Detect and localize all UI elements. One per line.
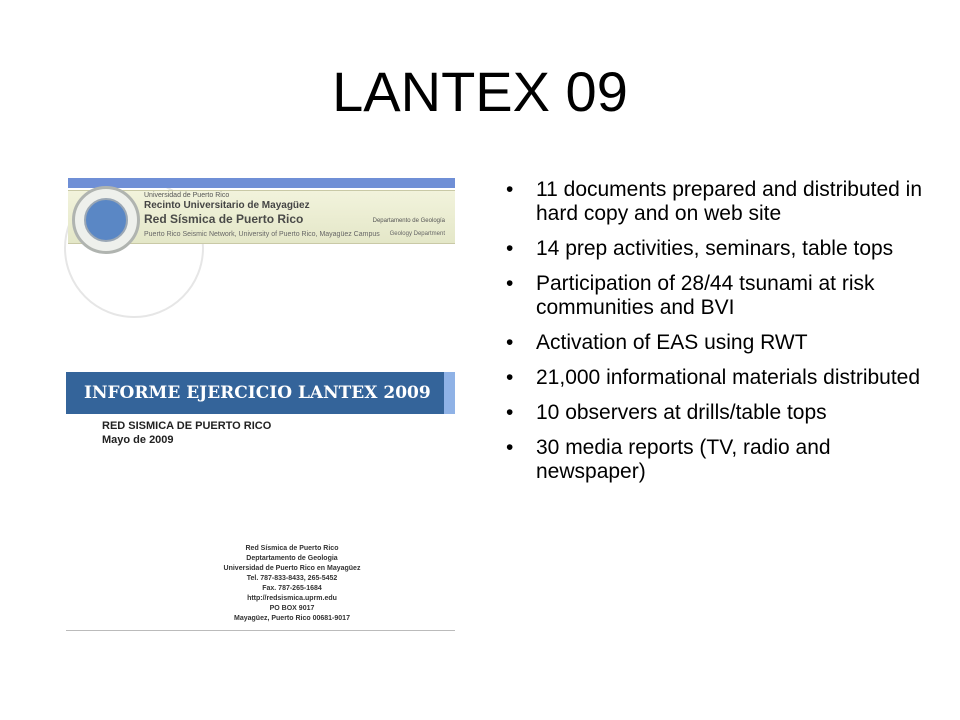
address-line: Red Sísmica de Puerto Rico bbox=[245, 545, 339, 552]
bullet-icon: • bbox=[506, 178, 514, 201]
address-line: Fax. 787-265-1684 bbox=[262, 585, 322, 592]
bullet-text: Participation of 28/44 tsunami at risk communities and BVI bbox=[536, 272, 875, 319]
letterhead-university: Universidad de Puerto Rico bbox=[144, 192, 230, 199]
letterhead-campus: Recinto Universitario de Mayagüez bbox=[144, 200, 310, 211]
address-line: PO BOX 9017 bbox=[269, 605, 315, 612]
report-cover bbox=[62, 372, 455, 632]
university-seal-icon bbox=[72, 186, 140, 254]
bullet-text: Activation of EAS using RWT bbox=[536, 331, 808, 354]
address-line: Universidad de Puerto Rico en Mayagüez bbox=[223, 565, 361, 572]
address-line: Mayagüez, Puerto Rico 00681-9017 bbox=[234, 615, 350, 622]
bullet-icon: • bbox=[506, 237, 514, 260]
bullet-text: 14 prep activities, seminars, table tops bbox=[536, 237, 894, 260]
bullet-item bbox=[506, 178, 926, 226]
bullet-icon: • bbox=[506, 366, 514, 389]
letterhead-band bbox=[68, 178, 455, 188]
bullet-icon: • bbox=[506, 272, 514, 295]
bullet-icon: • bbox=[506, 401, 514, 424]
report-cover-image bbox=[62, 178, 455, 632]
bullet-item bbox=[506, 366, 926, 390]
report-date: Mayo de 2009 bbox=[102, 434, 174, 446]
bullet-icon: • bbox=[506, 331, 514, 354]
letterhead-network-en: Puerto Rico Seismic Network, University of Puerto Rico, Mayagüez Campus bbox=[144, 231, 380, 238]
bullet-text: 11 documents prepared and distributed in hard copy and on web site bbox=[536, 178, 923, 225]
address-line: http://redsismica.uprm.edu bbox=[247, 595, 337, 602]
bullet-text: 30 media reports (TV, radio and newspaper) bbox=[536, 436, 831, 483]
address-line: Deptartamento de Geologia bbox=[246, 555, 338, 562]
bullet-icon: • bbox=[506, 436, 514, 459]
bullet-item bbox=[506, 237, 926, 261]
report-address bbox=[212, 544, 372, 624]
letterhead-department: Departamento de Geología bbox=[372, 218, 445, 224]
letterhead bbox=[62, 178, 455, 318]
report-org: RED SISMICA DE PUERTO RICO bbox=[102, 420, 272, 432]
bullet-item bbox=[506, 331, 926, 355]
bullet-item bbox=[506, 272, 926, 320]
letterhead-network: Red Sísmica de Puerto Rico bbox=[144, 212, 304, 226]
slide-title: LANTEX 09 bbox=[332, 60, 628, 123]
report-banner: INFORME EJERCICIO LANTEX 2009 bbox=[66, 372, 444, 414]
report-bottom-rule bbox=[66, 630, 455, 631]
bullet-text: 10 observers at drills/table tops bbox=[536, 401, 827, 424]
bullet-item bbox=[506, 401, 926, 425]
report-banner-stripe bbox=[444, 372, 455, 414]
bullet-text: 21,000 informational materials distributed bbox=[536, 366, 921, 389]
bullet-item bbox=[506, 436, 926, 484]
seal-emblem-icon bbox=[84, 198, 128, 242]
address-line: Tel. 787-833-8433, 265-5452 bbox=[246, 575, 338, 582]
letterhead-department-en: Geology Department bbox=[389, 231, 445, 237]
bullet-list bbox=[506, 178, 926, 495]
